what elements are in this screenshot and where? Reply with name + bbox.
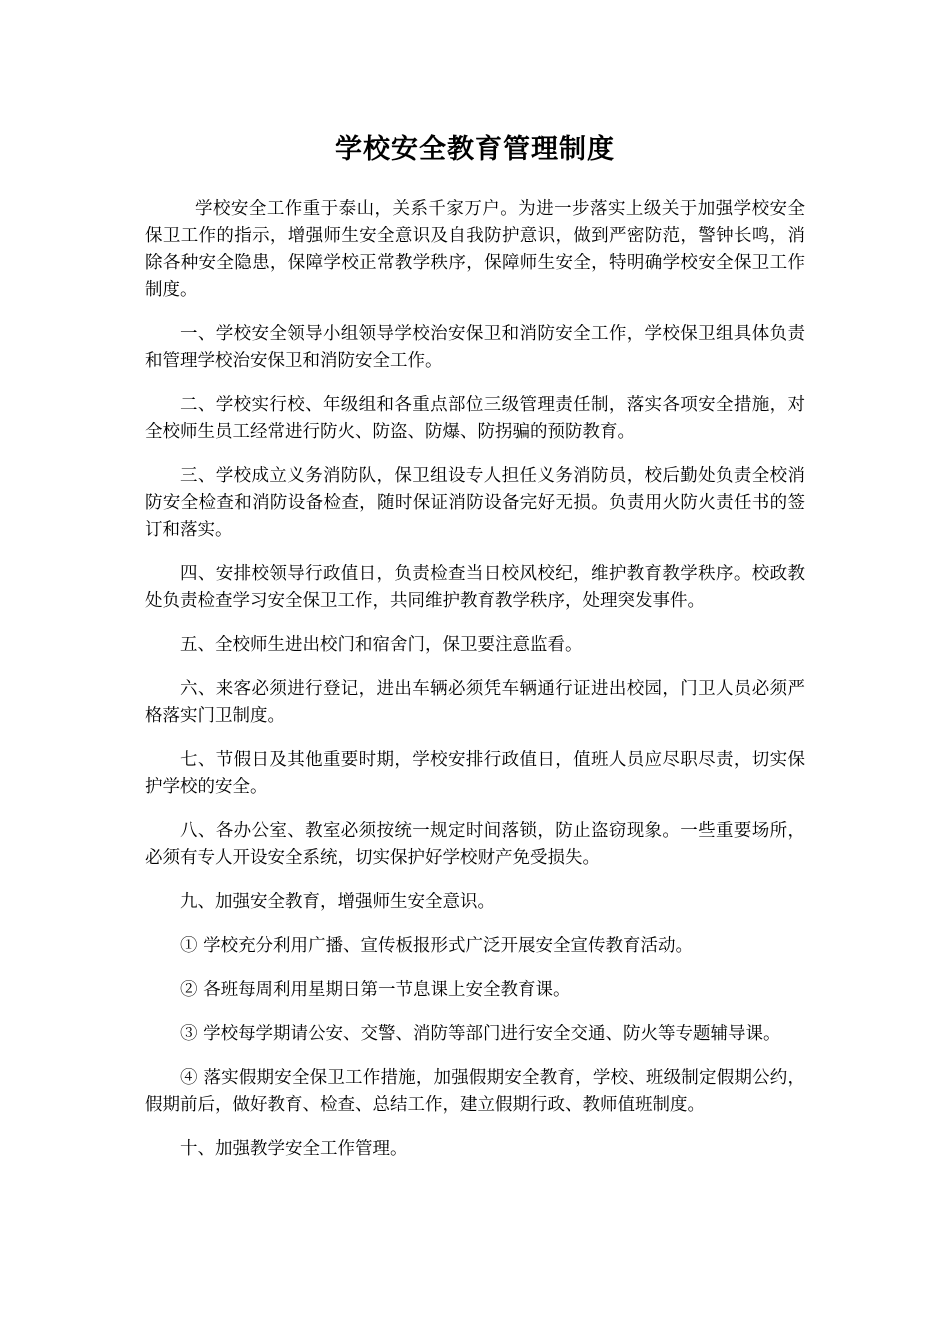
rule-3-paragraph: 三、学校成立义务消防队，保卫组设专人担任义务消防员，校后勤处负责全校消防安全检查和消防设备检查，随时保证消防设备完好无损。负责用火防火责任书的签订和落实。 [145, 466, 805, 540]
rule-9-item-1: ① 学校充分利用广播、宣传板报形式广泛开展安全宣传教育活动。 [180, 936, 694, 956]
rule-6-paragraph: 六、来客必须进行登记，进出车辆必须凭车辆通行证进出校园，门卫人员必须严格落实门卫制度。 [145, 679, 805, 726]
rule-4-paragraph: 四、安排校领导行政值日，负责检查当日校风校纪，维护教育教学秩序。校政教处负责检查学习安全保卫工作，共同维护教育教学秩序，处理突发事件。 [145, 564, 805, 611]
rule-1-paragraph: 一、学校安全领导小组领导学校治安保卫和消防安全工作，学校保卫组具体负责和管理学校治安保卫和消防安全工作。 [145, 324, 805, 371]
intro-paragraph: 学校安全工作重于泰山，关系千家万户。为进一步落实上级关于加强学校安全保卫工作的指示，增强师生安全意识及自我防护意识，做到严密防范，警钟长鸣，消除各种安全隐患，保障学校正常教学秩序，保障师生安全，特明确学校安全保卫工作制度。 [145, 199, 805, 300]
rule-2-paragraph: 二、学校实行校、年级组和各重点部位三级管理责任制，落实各项安全措施，对全校师生员工经常进行防火、防盗、防爆、防拐骗的预防教育。 [145, 395, 805, 442]
rule-7-paragraph: 七、节假日及其他重要时期，学校安排行政值日，值班人员应尽职尽责，切实保护学校的安全。 [145, 750, 805, 797]
rule-10-paragraph: 十、加强教学安全工作管理。 [180, 1139, 408, 1159]
rule-8-paragraph: 八、各办公室、教室必须按统一规定时间落锁，防止盗窃现象。一些重要场所，必须有专人开设安全系统，切实保护好学校财产免受损失。 [145, 821, 805, 868]
document-body [145, 196, 805, 1180]
rule-9-item-2: ② 各班每周利用星期日第一节息课上安全教育课。 [180, 980, 571, 1000]
rule-5-paragraph: 五、全校师生进出校门和宿舍门，保卫要注意监看。 [180, 635, 583, 655]
rule-9-paragraph: 九、加强安全教育，增强师生安全意识。 [180, 892, 495, 912]
document-title: 学校安全教育管理制度 [335, 134, 615, 165]
rule-9-item-4: ④ 落实假期安全保卫工作措施，加强假期安全教育，学校、班级制定假期公约，假期前后，做好教育、检查、总结工作，建立假期行政、教师值班制度。 [145, 1068, 805, 1115]
rule-9-item-3: ③ 学校每学期请公安、交警、消防等部门进行安全交通、防火等专题辅导课。 [180, 1024, 781, 1044]
